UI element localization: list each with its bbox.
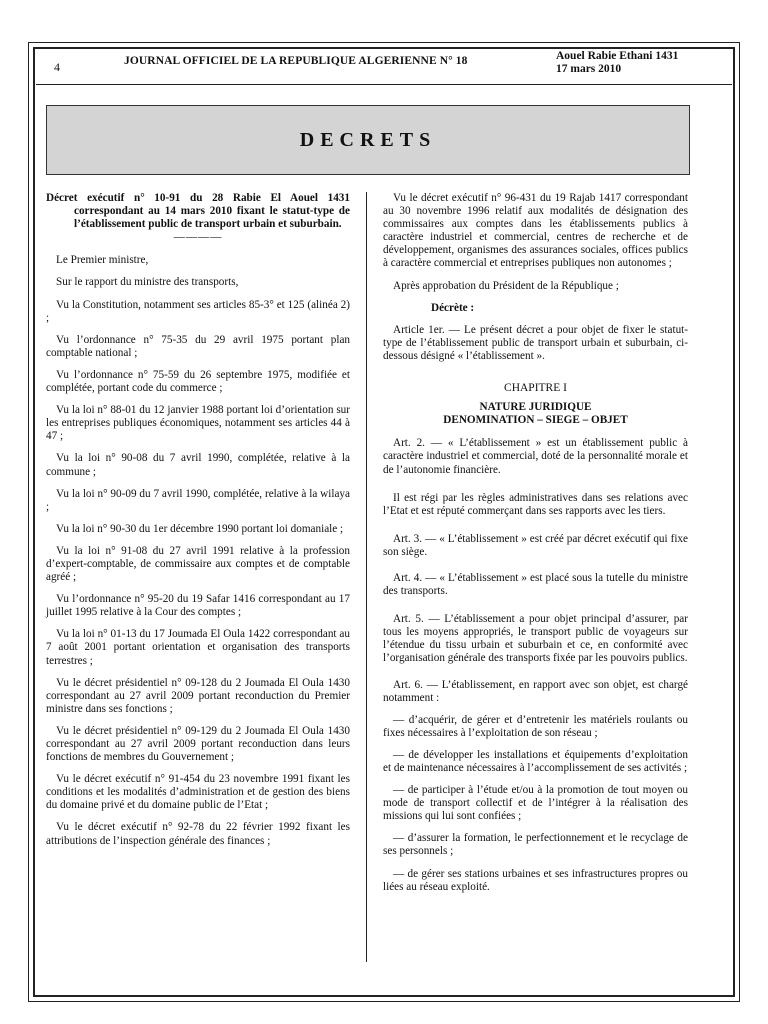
left-column [46,192,350,857]
title-separator: ———— [173,231,223,244]
article-2-paragraph: Il est régi par les règles administratives dans ses relations avec l’Etat et est réputé commerçant dans ses rapports avec les tiers. [383,491,688,517]
paragraph: Vu l’ordonnance n° 75-35 du 29 avril 1975 portant plan comptable national ; [46,333,350,359]
paragraph: Sur le rapport du ministre des transports, [56,276,239,289]
paragraph: Vu le décret exécutif n° 91-454 du 23 novembre 1991 fixant les conditions et les modalités d’administration et de gestion des biens du domaine privé et du domaine public de l’Etat ; [46,773,350,812]
article-3: Art. 3. — « L’établissement » est créé par décret exécutif qui fixe son siège. [383,532,688,558]
section-banner [46,105,690,175]
article-1: Article 1er. — Le présent décret a pour objet de fixer le statut-type de l’établissement public de transport urbain et suburbain, ci-dessous désigné « l’établissement ». [383,323,688,362]
decree-title: Décret exécutif n° 10-91 du 28 Rabie El Aouel 1431 correspondant au 14 mars 2010 fixant le statut-type de l’établissement public de transport urbain et suburbain. [46,192,350,231]
chapter-title-line-2: DENOMINATION – SIEGE – OBJET [443,414,628,427]
paragraph: Vu le décret exécutif n° 92-78 du 22 février 1992 fixant les attributions de l’inspection générale des finances ; [46,821,350,847]
column-divider [366,192,367,962]
list-item: — de développer les installations et équipements d’exploitation et de maintenance nécessaires à l’accomplissement de ses activités ; [383,748,688,774]
paragraph: Vu le décret exécutif n° 96-431 du 19 Rajab 1417 correspondant au 30 novembre 1996 relatif aux modalités de désignation des commissaires aux comptes dans les établissements publics à caractère industriel et commercial, centres de recherche et de développement, organismes des assurances sociales, offices publics à caractère commercial et entreprises publiques non autonomes ; [383,192,688,270]
decrete-heading: Décrète : [431,301,475,314]
article-2: Art. 2. — « L’établissement » est un établissement public à caractère industriel et commercial, doté de la personnalité morale et de l’autonomie financière. [383,437,688,476]
list-item: — de participer à l’étude et/ou à la promotion de tout moyen ou mode de transport collectif et de l’intégrer à la réalisation des missions qui lui sont confiées ; [383,784,688,823]
chapter-heading: CHAPITRE I [504,382,567,395]
right-column [383,192,688,903]
article-5: Art. 5. — L’établissement a pour objet principal d’assurer, par tous les moyens appropriés, le transport public de voyageurs sur l’étendue du tissu urbain et suburbain et ce, en conformité avec l’organisation générale des transports fixée par les pouvoirs publics. [383,613,688,665]
paragraph: Vu l’ordonnance n° 75-59 du 26 septembre 1975, modifiée et complétée, portant code du commerce ; [46,368,350,395]
paragraph: Après approbation du Président de la République ; [393,279,619,292]
paragraph: Vu le décret présidentiel n° 09-128 du 2 Joumada El Oula 1430 correspondant au 27 avril 2009 portant reconduction du Premier ministre dans ses fonctions ; [46,676,350,715]
paragraph: Vu la loi n° 88-01 du 12 janvier 1988 portant loi d’orientation sur les entreprises publiques économiques, notamment ses articles 44 à 47 ; [46,404,350,443]
paragraph: Vu la loi n° 90-30 du 1er décembre 1990 portant loi domaniale ; [56,522,344,535]
list-item: — d’acquérir, de gérer et d’entretenir les matériels roulants ou fixes nécessaires à l’exploitation de son réseau ; [383,713,688,739]
list-item: — de gérer ses stations urbaines et ses infrastructures propres ou liées au réseau exploité. [383,867,688,893]
chapter-title-line-1: NATURE JURIDIQUE [479,401,592,414]
issue-date [556,50,678,76]
paragraph: Vu la Constitution, notamment ses articles 85-3° et 125 (alinéa 2) ; [46,298,350,324]
page-number: 4 [54,60,60,74]
issue-date-gregorian: 17 mars 2010 [556,63,622,75]
article-4: Art. 4. — « L’établissement » est placé sous la tutelle du ministre des transports. [383,571,688,598]
section-title: DECRETS [299,128,437,151]
paragraph: Vu la loi n° 90-09 du 7 avril 1990, complétée, relative à la wilaya ; [46,487,350,513]
paragraph: Vu le décret présidentiel n° 09-129 du 2 Joumada El Oula 1430 correspondant au 27 avril 2009 portant reconduction dans leurs fonctions de membres du Gouvernement ; [46,724,350,764]
paragraph: Vu l’ordonnance n° 95-20 du 19 Safar 1416 correspondant au 17 juillet 1995 relative à la Cour des comptes ; [46,593,350,619]
article-6: Art. 6. — L’établissement, en rapport avec son objet, est chargé notamment : [383,678,688,704]
paragraph: Vu la loi n° 01-13 du 17 Joumada El Oula 1422 correspondant au 7 août 2001 portant orientation et organisation des transports terrestres ; [46,628,350,667]
paragraph: Le Premier ministre, [56,254,149,267]
issue-date-hijri: Aouel Rabie Ethani 1431 [556,50,679,62]
paragraph: Vu la loi n° 90-08 du 7 avril 1990, complétée, relative à la commune ; [46,452,350,478]
journal-title: JOURNAL OFFICIEL DE LA REPUBLIQUE ALGERIENNE N° 18 [124,55,468,67]
header-rule [36,84,732,85]
page-header [36,50,732,84]
paragraph: Vu la loi n° 91-08 du 27 avril 1991 relative à la profession d’expert-comptable, de commissaire aux comptes et de comptable agréé ; [46,544,350,584]
list-item: — d’assurer la formation, le perfectionnement et le recyclage de ses personnels ; [383,832,688,858]
